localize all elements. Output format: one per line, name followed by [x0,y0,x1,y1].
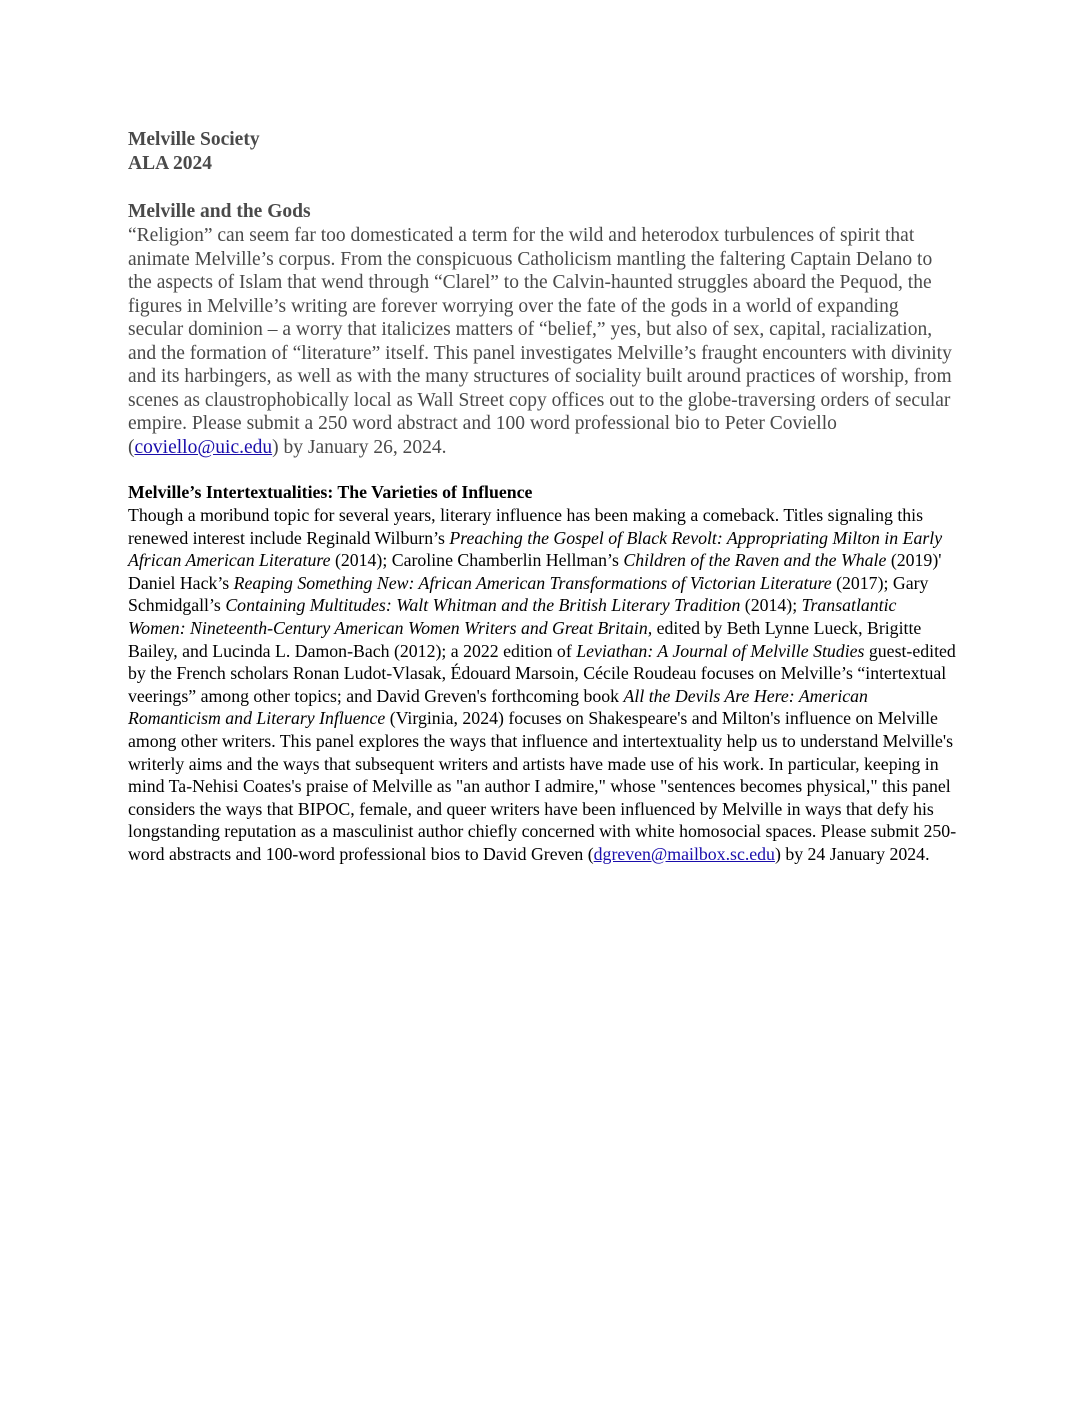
panel-2-email-link[interactable]: dgreven@mailbox.sc.edu [593,843,775,864]
panel-1-text-end: ) by January 26, 2024. [272,436,447,458]
book-title: Containing Multitudes: Walt Whitman and the British Literary Tradition [225,595,741,616]
panel-1-title: Melville and the Gods [128,201,311,222]
book-title: Transatlantic Women: Nineteenth-Century American Women Writers and Great Britain, [128,595,897,638]
book-title: Reaping Something New: African American Transformations of Victorian Literature [233,572,832,593]
panel-2-text: Though a moribund topic for several years, literary influence has been making a comeback. Titles signaling this renewed interest include Reginald Wilburn’s [128,505,924,548]
book-title: All the Devils Are Here: American Romanticism and Literary Influence [128,685,868,729]
panel-2-description [128,504,958,866]
panel-1-text: “Religion” can seem far too domesticated a term for the wild and heterodox turbulences of spirit that animate Melville’s corpus. From the conspicuous Catholicism mantling the faltering Captain Delano to the aspects of Islam that wend through “Clarel” to the Calvin-haunted struggles aboard the Pequod, the figures in Melville’s writing are forever worrying over the fate of the gods in a world of expanding secular dominion – a worry that italicizes matters of “belief,” yes, but also of sex, capital, racialization, and the formation of “literature” itself. This panel investigates Melville’s fraught encounters with divinity and its harbingers, as well as with the many structures of sociality built around practices of worship, from scenes as claustrophobically local as Wall Street copy offices out to the globe-traversing orders of secular empire. Please submit a 250 word abstract and 100 word professional bio to Peter Coviello ( [128,225,952,458]
book-title: Children of the Raven and the Whale [623,550,887,571]
conference-name: ALA 2024 [128,153,212,174]
panel-2-text: (2019)' Daniel Hack’s [128,550,942,593]
panel-2-text: (2014); Caroline Chamberlin Hellman’s [330,550,624,571]
book-title: Preaching the Gospel of Black Revolt: Appropriating Milton in Early African American Literature [128,527,943,571]
panel-2-text: (Virginia, 2024) focuses on Shakespeare's and Milton's influence on Melville among other writers. This panel explores the ways that influence and intertextuality help us to understand Melville's writerly aims and the ways that subsequent writers and artists have made use of his work. In particular, keeping in mind Ta-Nehisi Coates's praise of Melville as "an author I admire," whose "sentences becomes physical," this panel considers the ways that BIPOC, female, and queer writers have been influenced by Melville in ways that defy his longstanding reputation as a masculinist author chiefly concerned with white homosocial spaces. Please submit 250-word abstracts and 100-word professional bios to David Greven ( [128,708,957,864]
panel-1-email-link[interactable]: coviello@uic.edu [134,436,273,458]
panel-1-description [128,224,958,459]
journal-title: Leviathan: A Journal of Melville Studies [576,640,865,661]
society-name: Melville Society [128,129,260,150]
panel-2-text: edited by Beth Lynne Lueck, Brigitte Bailey, and Lucinda L. Damon-Bach (2012); a 2022 edition of [128,617,922,661]
panel-2-title: Melville’s Intertextualities: The Varieties of Influence [128,482,533,502]
panel-2-text-end: ) by 24 January 2024. [774,843,930,864]
panel-2-text: (2014); [740,595,802,616]
panel-2-text: guest-edited by the French scholars Ronan Ludot-Vlasak, Édouard Marsoin, Cécile Roudeau focuses on Melville’s “intertextual veerings” among other topics; and David Greven's forthcoming book [128,640,956,706]
panel-2-text: (2017); Gary Schmidgall’s [128,572,929,616]
document-page [128,128,958,866]
